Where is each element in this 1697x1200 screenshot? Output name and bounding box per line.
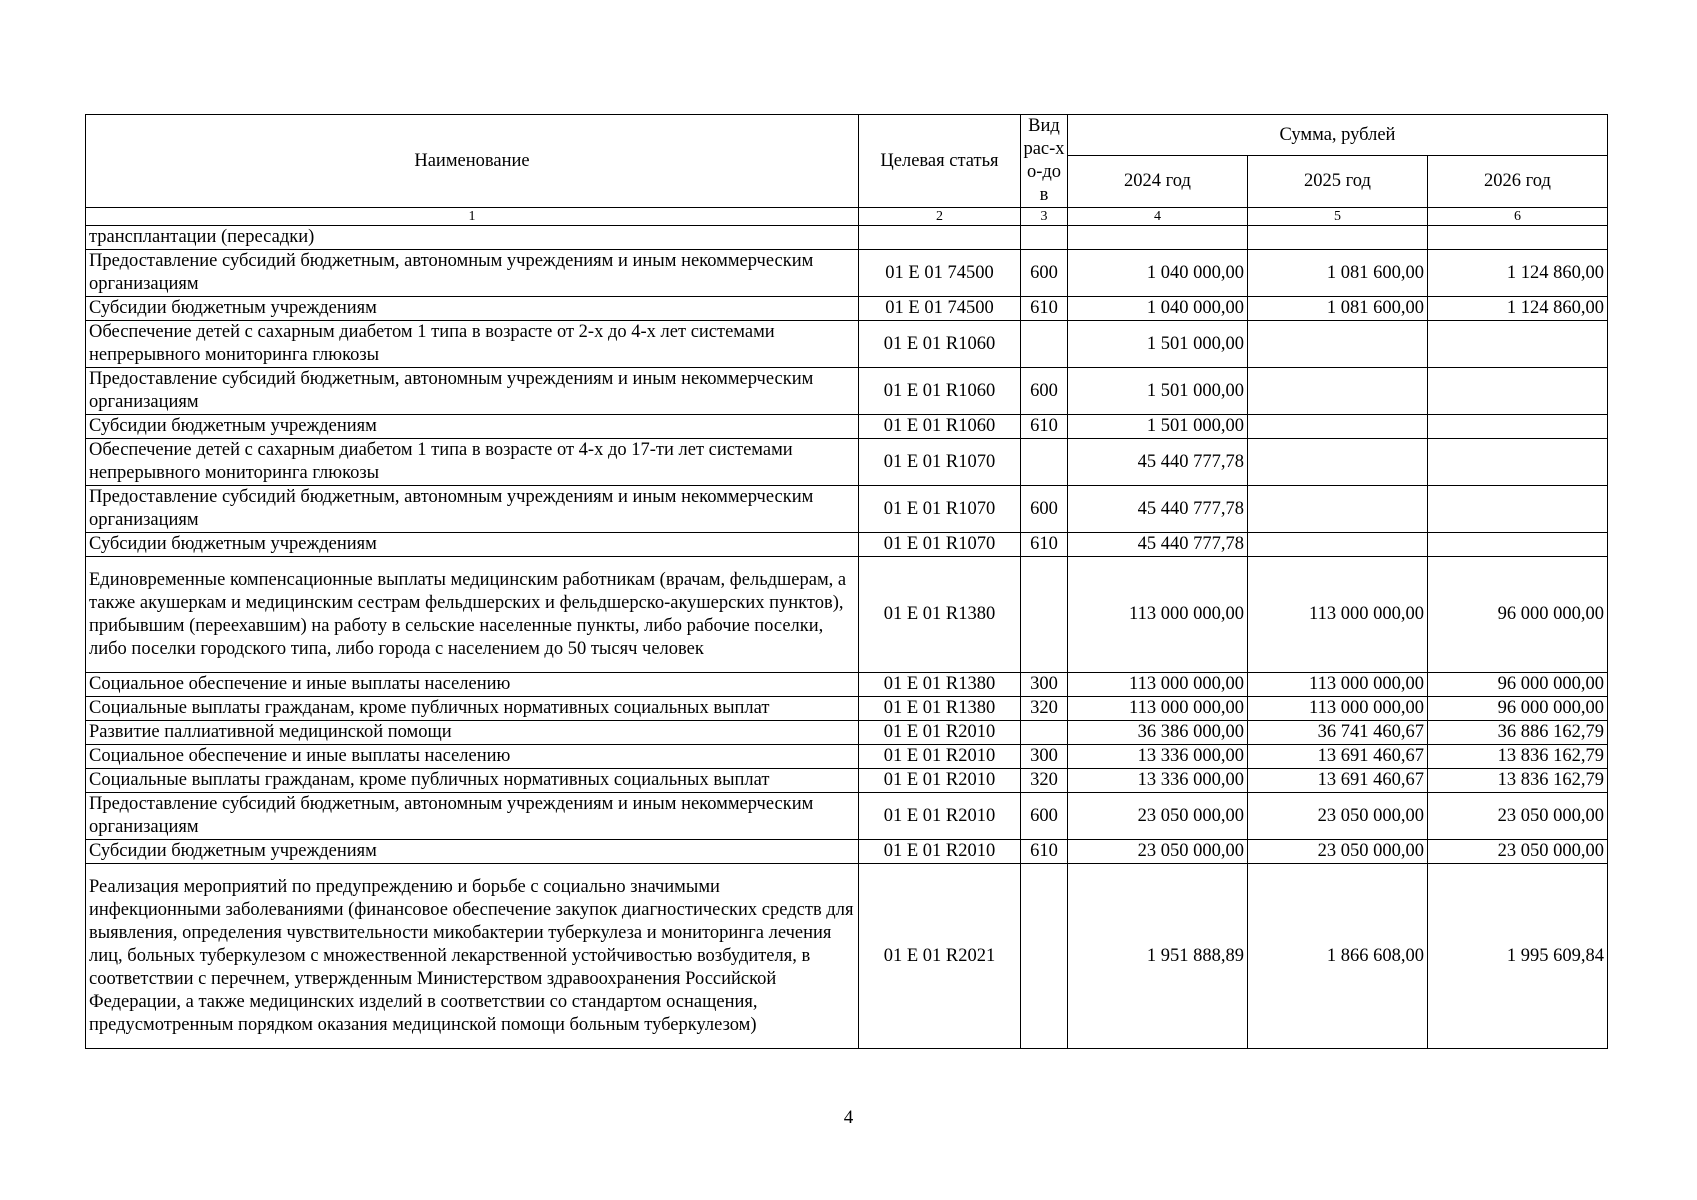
row-name-cell: Социальные выплаты гражданам, кроме публичных нормативных социальных выплат [86, 769, 859, 793]
header-vid: Вид рас-хо-дов [1021, 115, 1068, 208]
row-name-cell: Предоставление субсидий бюджетным, автономным учреждениям и иным некоммерческим организациям [86, 793, 859, 840]
row-expense-type [1021, 226, 1068, 250]
row-sum-2026 [1428, 415, 1608, 439]
table-row [86, 864, 1608, 1049]
row-expense-type: 600 [1021, 368, 1068, 415]
row-sum-2024: 113 000 000,00 [1068, 557, 1248, 673]
header-year-2024: 2024 год [1068, 156, 1248, 208]
row-expense-type [1021, 321, 1068, 368]
row-name-cell: Единовременные компенсационные выплаты медицинским работникам (врачам, фельдшерам, а также акушеркам и медицинским сестрам фельдшерских и фельдшерско-акушерских пунктов), прибывшим (переехавшим) на работу в сельские населенные пункты, либо рабочие поселки, либо поселки городского типа, либо города с населением до 50 тысяч человек [86, 557, 859, 673]
column-number: 5 [1248, 208, 1428, 226]
row-sum-2024: 23 050 000,00 [1068, 793, 1248, 840]
row-expense-type: 600 [1021, 486, 1068, 533]
header-year-2025: 2025 год [1248, 156, 1428, 208]
row-sum-2026 [1428, 533, 1608, 557]
row-sum-2026: 96 000 000,00 [1428, 697, 1608, 721]
row-sum-2025 [1248, 368, 1428, 415]
row-name-cell: Социальное обеспечение и иные выплаты населению [86, 745, 859, 769]
row-sum-2026: 96 000 000,00 [1428, 557, 1608, 673]
table-row [86, 368, 1608, 415]
table-row [86, 840, 1608, 864]
column-number: 4 [1068, 208, 1248, 226]
row-sum-2025 [1248, 486, 1428, 533]
table-row [86, 557, 1608, 673]
row-target-code: 01 E 01 R1070 [859, 486, 1021, 533]
row-target-code: 01 E 01 R1060 [859, 415, 1021, 439]
column-number: 3 [1021, 208, 1068, 226]
row-name-cell: трансплантации (пересадки) [86, 226, 859, 250]
row-sum-2024 [1068, 226, 1248, 250]
table-row [86, 769, 1608, 793]
row-sum-2024: 1 501 000,00 [1068, 321, 1248, 368]
row-name-cell: Предоставление субсидий бюджетным, автономным учреждениям и иным некоммерческим организациям [86, 250, 859, 297]
table-row [86, 297, 1608, 321]
row-expense-type: 600 [1021, 793, 1068, 840]
row-sum-2024: 1 501 000,00 [1068, 415, 1248, 439]
row-sum-2025: 13 691 460,67 [1248, 769, 1428, 793]
header-target: Целевая статья [859, 115, 1021, 208]
row-sum-2024: 45 440 777,78 [1068, 486, 1248, 533]
row-target-code: 01 E 01 R2010 [859, 769, 1021, 793]
row-name-cell: Обеспечение детей с сахарным диабетом 1 типа в возрасте от 4-х до 17-ти лет системами непрерывного мониторинга глюкозы [86, 439, 859, 486]
row-sum-2026: 36 886 162,79 [1428, 721, 1608, 745]
row-sum-2026 [1428, 486, 1608, 533]
row-expense-type: 320 [1021, 769, 1068, 793]
row-expense-type [1021, 721, 1068, 745]
column-number: 1 [86, 208, 859, 226]
row-name-cell: Субсидии бюджетным учреждениям [86, 840, 859, 864]
row-target-code: 01 E 01 R2010 [859, 793, 1021, 840]
row-target-code: 01 E 01 R2010 [859, 840, 1021, 864]
row-expense-type: 610 [1021, 415, 1068, 439]
table-row [86, 321, 1608, 368]
row-sum-2025: 113 000 000,00 [1248, 697, 1428, 721]
row-name-cell: Социальные выплаты гражданам, кроме публичных нормативных социальных выплат [86, 697, 859, 721]
row-name-cell: Предоставление субсидий бюджетным, автономным учреждениям и иным некоммерческим организациям [86, 368, 859, 415]
row-sum-2024: 113 000 000,00 [1068, 697, 1248, 721]
row-sum-2025: 1 081 600,00 [1248, 250, 1428, 297]
row-name-cell: Субсидии бюджетным учреждениям [86, 533, 859, 557]
row-expense-type: 610 [1021, 297, 1068, 321]
row-name-cell: Обеспечение детей с сахарным диабетом 1 типа в возрасте от 2-х до 4-х лет системами непрерывного мониторинга глюкозы [86, 321, 859, 368]
row-sum-2025: 13 691 460,67 [1248, 745, 1428, 769]
row-sum-2024: 13 336 000,00 [1068, 745, 1248, 769]
table-row [86, 697, 1608, 721]
row-sum-2025: 113 000 000,00 [1248, 673, 1428, 697]
row-target-code: 01 E 01 R1060 [859, 321, 1021, 368]
row-sum-2025 [1248, 321, 1428, 368]
row-target-code: 01 E 01 74500 [859, 297, 1021, 321]
row-sum-2024: 1 040 000,00 [1068, 250, 1248, 297]
row-target-code: 01 E 01 R2010 [859, 745, 1021, 769]
row-sum-2026: 23 050 000,00 [1428, 793, 1608, 840]
header-row-top [86, 115, 1608, 156]
row-sum-2026: 13 836 162,79 [1428, 745, 1608, 769]
row-sum-2024: 45 440 777,78 [1068, 533, 1248, 557]
table-row [86, 793, 1608, 840]
row-expense-type: 600 [1021, 250, 1068, 297]
row-name-cell: Реализация мероприятий по предупреждению и борьбе с социально значимыми инфекционными заболеваниями (финансовое обеспечение закупок диагностических средств для выявления, определения чувствительности микобактерии туберкулеза и мониторинга лечения лиц, больных туберкулезом с множественной лекарственной устойчивостью возбудителя, в соответствии с перечнем, утвержденным Министерством здравоохранения Российской Федерации, а также медицинских изделий в соответствии со стандартом оснащения, предусмотренным порядком оказания медицинской помощи больным туберкулезом) [86, 864, 859, 1049]
row-sum-2025 [1248, 226, 1428, 250]
table-row [86, 439, 1608, 486]
row-sum-2024: 1 501 000,00 [1068, 368, 1248, 415]
row-expense-type: 610 [1021, 533, 1068, 557]
row-name-cell: Предоставление субсидий бюджетным, автономным учреждениям и иным некоммерческим организациям [86, 486, 859, 533]
row-sum-2026 [1428, 439, 1608, 486]
header-name: Наименование [86, 115, 859, 208]
table-row [86, 226, 1608, 250]
table-body [86, 226, 1608, 1049]
column-number: 2 [859, 208, 1021, 226]
row-sum-2026: 1 124 860,00 [1428, 250, 1608, 297]
row-target-code: 01 E 01 R1070 [859, 439, 1021, 486]
row-sum-2026: 23 050 000,00 [1428, 840, 1608, 864]
table-row [86, 415, 1608, 439]
row-sum-2026 [1428, 321, 1608, 368]
page-number: 4 [843, 1107, 854, 1128]
table-row [86, 673, 1608, 697]
row-sum-2025 [1248, 415, 1428, 439]
column-number-row [86, 208, 1608, 226]
row-target-code: 01 E 01 R1380 [859, 557, 1021, 673]
row-name-cell: Развитие паллиативной медицинской помощи [86, 721, 859, 745]
row-sum-2025: 23 050 000,00 [1248, 840, 1428, 864]
row-sum-2025: 36 741 460,67 [1248, 721, 1428, 745]
row-sum-2024: 23 050 000,00 [1068, 840, 1248, 864]
row-name-cell: Субсидии бюджетным учреждениям [86, 297, 859, 321]
row-target-code: 01 E 01 R2010 [859, 721, 1021, 745]
row-name-cell: Субсидии бюджетным учреждениям [86, 415, 859, 439]
row-sum-2025: 1 081 600,00 [1248, 297, 1428, 321]
row-sum-2026: 13 836 162,79 [1428, 769, 1608, 793]
table-row [86, 486, 1608, 533]
row-expense-type: 300 [1021, 745, 1068, 769]
row-sum-2025 [1248, 439, 1428, 486]
row-sum-2024: 36 386 000,00 [1068, 721, 1248, 745]
row-sum-2026: 96 000 000,00 [1428, 673, 1608, 697]
row-sum-2026 [1428, 368, 1608, 415]
row-sum-2024: 113 000 000,00 [1068, 673, 1248, 697]
row-sum-2025: 23 050 000,00 [1248, 793, 1428, 840]
row-expense-type [1021, 864, 1068, 1049]
table-row [86, 250, 1608, 297]
row-expense-type [1021, 557, 1068, 673]
row-expense-type: 300 [1021, 673, 1068, 697]
row-target-code: 01 E 01 R1380 [859, 697, 1021, 721]
row-target-code: 01 E 01 R1070 [859, 533, 1021, 557]
row-target-code: 01 E 01 74500 [859, 250, 1021, 297]
row-sum-2025: 1 866 608,00 [1248, 864, 1428, 1049]
row-sum-2025 [1248, 533, 1428, 557]
row-expense-type [1021, 439, 1068, 486]
row-target-code: 01 E 01 R2021 [859, 864, 1021, 1049]
row-sum-2026: 1 995 609,84 [1428, 864, 1608, 1049]
table-row [86, 745, 1608, 769]
row-expense-type: 610 [1021, 840, 1068, 864]
row-sum-2025: 113 000 000,00 [1248, 557, 1428, 673]
column-number: 6 [1428, 208, 1608, 226]
header-sum: Сумма, рублей [1068, 115, 1608, 156]
row-sum-2024: 13 336 000,00 [1068, 769, 1248, 793]
row-sum-2024: 1 951 888,89 [1068, 864, 1248, 1049]
row-sum-2026: 1 124 860,00 [1428, 297, 1608, 321]
row-sum-2024: 1 040 000,00 [1068, 297, 1248, 321]
table-row [86, 533, 1608, 557]
row-target-code [859, 226, 1021, 250]
row-target-code: 01 E 01 R1060 [859, 368, 1021, 415]
header-year-2026: 2026 год [1428, 156, 1608, 208]
row-sum-2026 [1428, 226, 1608, 250]
table-row [86, 721, 1608, 745]
row-target-code: 01 E 01 R1380 [859, 673, 1021, 697]
budget-table [85, 114, 1608, 1049]
row-sum-2024: 45 440 777,78 [1068, 439, 1248, 486]
row-name-cell: Социальное обеспечение и иные выплаты населению [86, 673, 859, 697]
row-expense-type: 320 [1021, 697, 1068, 721]
